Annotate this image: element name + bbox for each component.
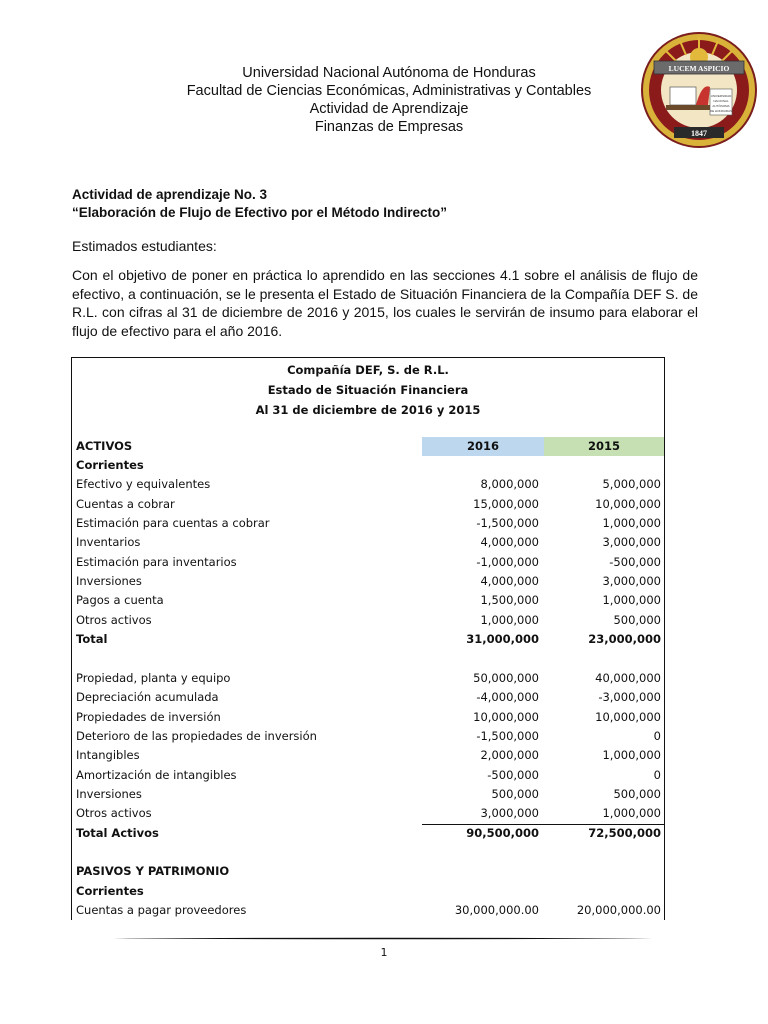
row-label: Propiedades de inversión [76,709,221,724]
value-2016: 1,000,000 [480,612,539,627]
value-2016: 2,000,000 [480,748,539,763]
table-row [72,475,664,494]
value-2016: -1,000,000 [476,554,539,569]
value-2016: -4,000,000 [476,690,539,705]
row-label: Inventarios [76,535,141,550]
footer-divider [113,937,653,940]
statement-date: Al 31 de diciembre de 2016 y 2015 [255,403,481,417]
table-row [72,514,664,533]
activity-label: Actividad de Aprendizaje [309,101,469,117]
svg-text:LUCEM ASPICIO: LUCEM ASPICIO [668,64,730,73]
row-label: Efectivo y equivalentes [76,477,211,492]
svg-text:AUTÓNOMA: AUTÓNOMA [712,104,730,108]
total-underline [422,824,664,825]
row-label: Cuentas a cobrar [76,496,175,511]
value-2015: -3,000,000 [598,690,661,705]
table-row [72,785,664,804]
page-number: 1 [380,946,388,959]
value-2016: 500,000 [491,786,539,801]
table-row [72,727,664,746]
row-label: Depreciación acumulada [76,690,219,705]
value-2015: 10,000,000 [595,496,661,511]
table-row [72,804,664,823]
row-label: Inversiones [76,574,142,589]
table-row [72,746,664,765]
row-label: Deterioro de las propiedades de inversión [76,728,317,743]
faculty-name: Facultad de Ciencias Económicas, Administrativas y Contables [186,83,592,99]
svg-text:UNIVERSIDAD: UNIVERSIDAD [710,94,732,98]
value-2016: 1,500,000 [480,593,539,608]
value-2016: 90,500,000 [466,825,539,840]
row-label: Estimación para inventarios [76,554,237,569]
value-2016: 50,000,000 [473,670,539,685]
value-2015: 500,000 [613,786,661,801]
value-2015: 0 [653,728,661,743]
value-2016: 10,000,000 [473,709,539,724]
row-label: Amortización de intangibles [76,767,237,782]
table-header-row [72,437,664,456]
value-2016: -1,500,000 [476,728,539,743]
table-row [72,766,664,785]
row-label: Otros activos [76,806,152,821]
value-2016: 4,000,000 [480,535,539,550]
row-label: Total Activos [76,825,159,840]
activity-number: Actividad de aprendizaje No. 3 [72,187,268,202]
value-2015: 1,000,000 [602,593,661,608]
table-row [72,630,664,649]
row-label: Corrientes [76,883,144,898]
value-2015: 5,000,000 [602,477,661,492]
value-2016: -1,500,000 [476,516,539,531]
university-seal-logo [640,31,758,149]
value-2015: 0 [653,767,661,782]
table-row [72,708,664,727]
table-row [72,572,664,591]
intro-paragraph: Con el objetivo de poner en práctica lo aprendido en las secciones 4.1 sobre el análisis de flujo de efectivo, a continuación, se le presenta el Estado de Situación Financiera de la Compañía DEF S. de R.L. con cifras al 31 de diciembre de 2016 y 2015, los cuales le servirán de insumo para elaborar el flujo de efectivo para el año 2016. [72,267,698,339]
value-2015: 23,000,000 [588,632,661,647]
table-row [72,533,664,552]
value-2016: 15,000,000 [473,496,539,511]
row-label: Estimación para cuentas a cobrar [76,516,270,531]
table-row [72,495,664,514]
document-header [100,64,678,136]
row-label: Pagos a cuenta [76,593,164,608]
value-2015: 20,000,000.00 [576,903,661,918]
row-label: Cuentas a pagar proveedores [76,903,247,918]
activity-subtitle: “Elaboración de Flujo de Efectivo por el Método Indirecto” [72,205,448,220]
table-row [72,669,664,688]
value-2015: 72,500,000 [588,825,661,840]
value-2015: 500,000 [613,612,661,627]
value-2016: 8,000,000 [480,477,539,492]
table-row [72,688,664,707]
svg-text:1847: 1847 [691,129,707,138]
university-name: Universidad Nacional Autónoma de Honduras [242,65,536,81]
row-label: Otros activos [76,612,152,627]
value-2016: 4,000,000 [480,574,539,589]
value-2015: 1,000,000 [602,748,661,763]
greeting: Estimados estudiantes: [72,238,217,254]
value-2015: 40,000,000 [595,670,661,685]
row-label: PASIVOS Y PATRIMONIO [76,864,230,879]
course-name: Finanzas de Empresas [314,119,464,135]
svg-text:NACIONAL: NACIONAL [713,99,729,103]
value-2016: -500,000 [487,767,539,782]
assets-header: ACTIVOS [76,439,133,453]
value-2015: 10,000,000 [595,709,661,724]
year-2016-header: 2016 [422,437,544,456]
value-2015: 1,000,000 [602,806,661,821]
company-name: Compañía DEF, S. de R.L. [287,363,449,377]
table-row [72,456,664,475]
table-row [72,611,664,630]
svg-text:DE HONDURAS: DE HONDURAS [709,109,733,113]
table-row [72,901,664,920]
table-row [72,862,664,881]
table-row [72,553,664,572]
value-2015: 1,000,000 [602,516,661,531]
statement-name: Estado de Situación Financiera [267,383,469,397]
value-2016: 3,000,000 [480,806,539,821]
year-2015-header: 2015 [544,437,664,456]
table-row [72,650,664,669]
row-label: Propiedad, planta y equipo [76,670,231,685]
value-2015: -500,000 [609,554,661,569]
value-2016: 30,000,000.00 [454,903,539,918]
row-label: Total [76,632,108,647]
table-row [72,882,664,901]
table-title [72,358,664,420]
table-row [72,843,664,862]
balance-sheet-table [71,357,665,920]
value-2016: 31,000,000 [466,632,539,647]
row-label: Corrientes [76,458,144,472]
value-2015: 3,000,000 [602,574,661,589]
row-label: Intangibles [76,748,140,763]
row-label: Inversiones [76,786,142,801]
table-row [72,591,664,610]
activity-title-block [72,186,447,222]
value-2015: 3,000,000 [602,535,661,550]
table-row [72,824,664,843]
